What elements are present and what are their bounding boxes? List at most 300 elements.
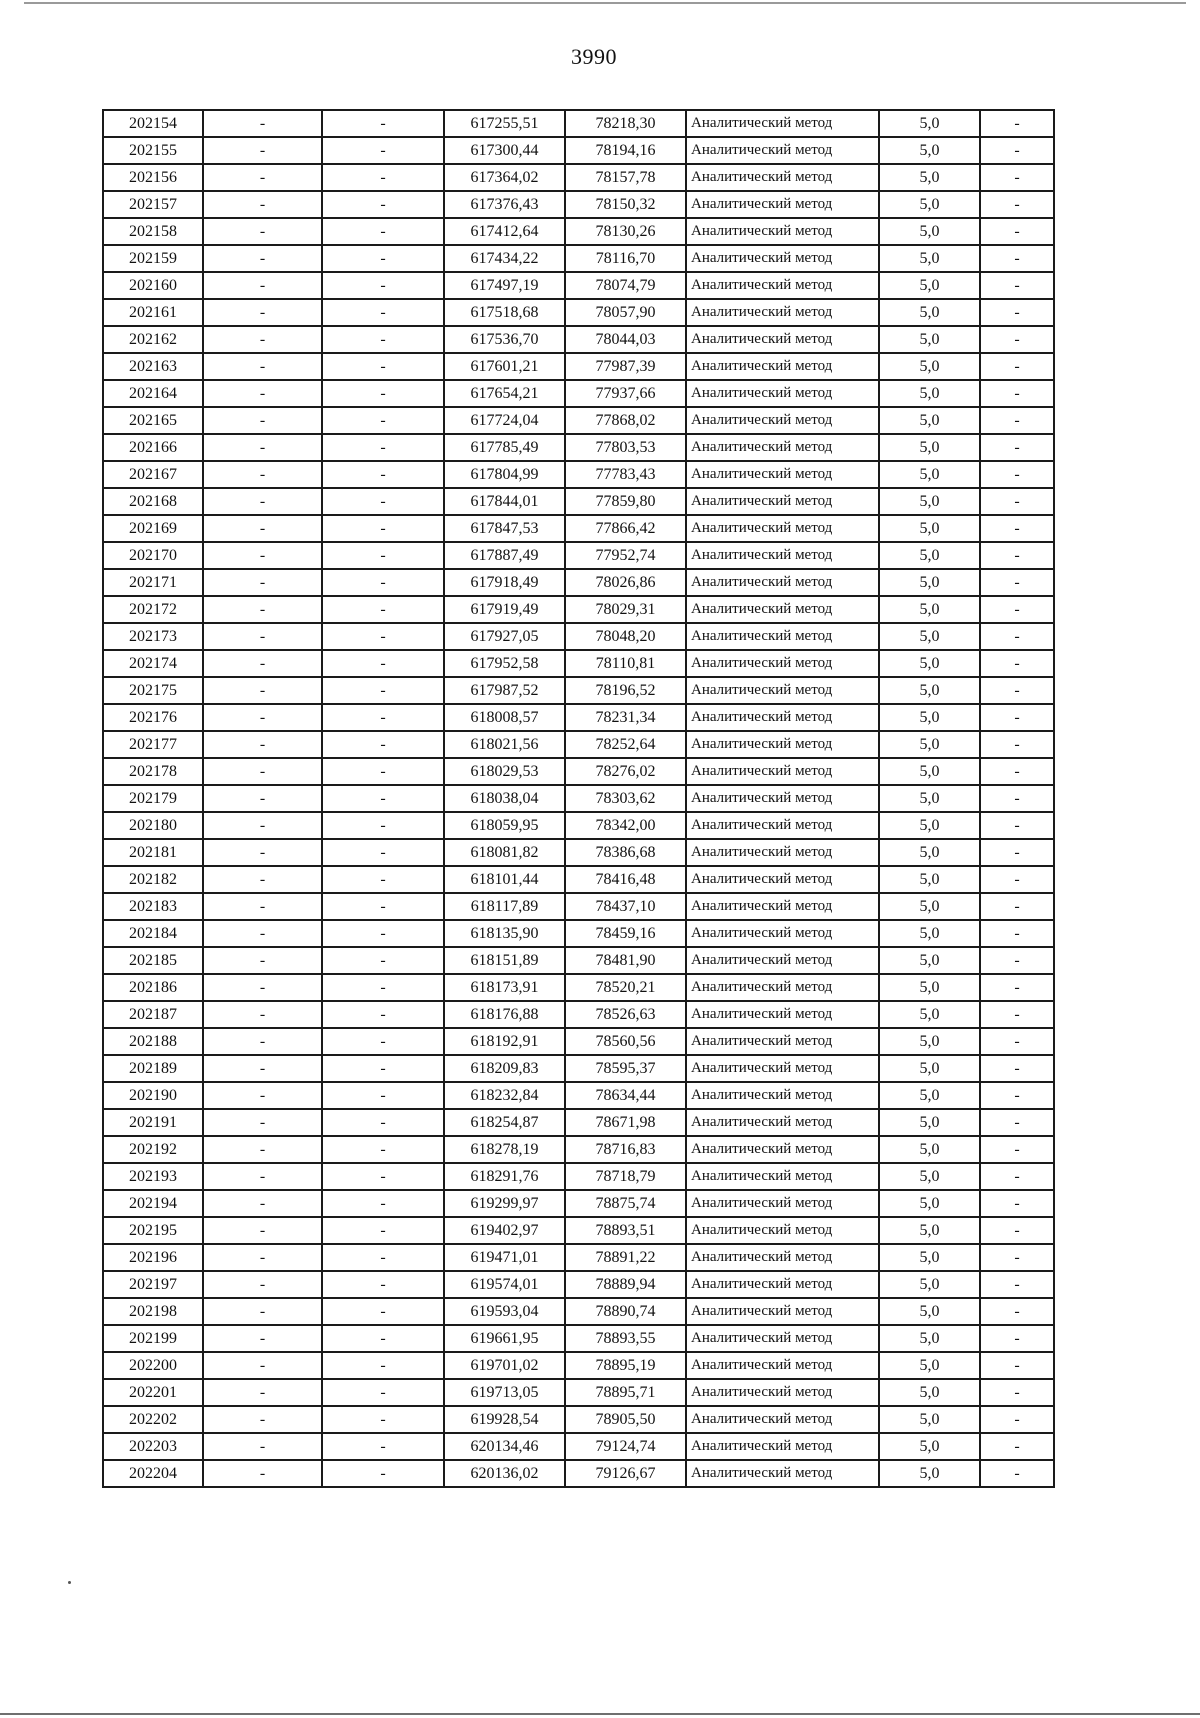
cell-accuracy: 5,0 bbox=[879, 1082, 980, 1109]
cell-coord-x: 617497,19 bbox=[444, 272, 565, 299]
cell-empty-col-a: - bbox=[203, 677, 322, 704]
cell-empty-col-b: - bbox=[322, 1244, 444, 1271]
cell-empty-col-a: - bbox=[203, 1055, 322, 1082]
cell-empty-col-a: - bbox=[203, 812, 322, 839]
cell-coord-y: 78416,48 bbox=[565, 866, 686, 893]
table-row bbox=[103, 1136, 1054, 1163]
cell-accuracy: 5,0 bbox=[879, 164, 980, 191]
scan-edge-top bbox=[24, 2, 1186, 4]
cell-point-number: 202160 bbox=[103, 272, 203, 299]
cell-method: Аналитический метод bbox=[686, 596, 879, 623]
cell-point-number: 202181 bbox=[103, 839, 203, 866]
cell-method: Аналитический метод bbox=[686, 542, 879, 569]
cell-coord-y: 78893,55 bbox=[565, 1325, 686, 1352]
cell-method: Аналитический метод bbox=[686, 1082, 879, 1109]
cell-empty-col-a: - bbox=[203, 569, 322, 596]
cell-coord-x: 618101,44 bbox=[444, 866, 565, 893]
cell-coord-y: 78386,68 bbox=[565, 839, 686, 866]
cell-method: Аналитический метод bbox=[686, 1352, 879, 1379]
cell-method: Аналитический метод bbox=[686, 1271, 879, 1298]
cell-empty-col-c: - bbox=[980, 1055, 1054, 1082]
cell-empty-col-a: - bbox=[203, 947, 322, 974]
cell-empty-col-a: - bbox=[203, 893, 322, 920]
cell-empty-col-b: - bbox=[322, 785, 444, 812]
table-row bbox=[103, 1028, 1054, 1055]
cell-accuracy: 5,0 bbox=[879, 542, 980, 569]
cell-coord-y: 77859,80 bbox=[565, 488, 686, 515]
cell-accuracy: 5,0 bbox=[879, 191, 980, 218]
cell-method: Аналитический метод bbox=[686, 245, 879, 272]
cell-empty-col-c: - bbox=[980, 1433, 1054, 1460]
cell-point-number: 202186 bbox=[103, 974, 203, 1001]
cell-coord-x: 617919,49 bbox=[444, 596, 565, 623]
cell-coord-x: 617724,04 bbox=[444, 407, 565, 434]
cell-coord-x: 620136,02 bbox=[444, 1460, 565, 1487]
table-row bbox=[103, 596, 1054, 623]
cell-coord-y: 78526,63 bbox=[565, 1001, 686, 1028]
cell-empty-col-b: - bbox=[322, 569, 444, 596]
cell-empty-col-c: - bbox=[980, 326, 1054, 353]
cell-coord-y: 78595,37 bbox=[565, 1055, 686, 1082]
cell-coord-y: 78026,86 bbox=[565, 569, 686, 596]
cell-empty-col-b: - bbox=[322, 893, 444, 920]
cell-method: Аналитический метод bbox=[686, 164, 879, 191]
cell-empty-col-c: - bbox=[980, 218, 1054, 245]
cell-empty-col-a: - bbox=[203, 785, 322, 812]
cell-empty-col-b: - bbox=[322, 623, 444, 650]
cell-coord-x: 618192,91 bbox=[444, 1028, 565, 1055]
cell-point-number: 202166 bbox=[103, 434, 203, 461]
cell-empty-col-c: - bbox=[980, 1109, 1054, 1136]
cell-point-number: 202159 bbox=[103, 245, 203, 272]
cell-empty-col-b: - bbox=[322, 812, 444, 839]
cell-accuracy: 5,0 bbox=[879, 1433, 980, 1460]
cell-empty-col-c: - bbox=[980, 1244, 1054, 1271]
cell-accuracy: 5,0 bbox=[879, 758, 980, 785]
cell-empty-col-c: - bbox=[980, 866, 1054, 893]
cell-coord-x: 617536,70 bbox=[444, 326, 565, 353]
cell-empty-col-a: - bbox=[203, 1271, 322, 1298]
cell-point-number: 202182 bbox=[103, 866, 203, 893]
cell-accuracy: 5,0 bbox=[879, 245, 980, 272]
cell-coord-x: 618173,91 bbox=[444, 974, 565, 1001]
table-row bbox=[103, 1325, 1054, 1352]
cell-coord-y: 78130,26 bbox=[565, 218, 686, 245]
cell-accuracy: 5,0 bbox=[879, 1109, 980, 1136]
cell-accuracy: 5,0 bbox=[879, 677, 980, 704]
cell-point-number: 202199 bbox=[103, 1325, 203, 1352]
cell-method: Аналитический метод bbox=[686, 1460, 879, 1487]
cell-accuracy: 5,0 bbox=[879, 461, 980, 488]
cell-method: Аналитический метод bbox=[686, 407, 879, 434]
cell-empty-col-b: - bbox=[322, 1217, 444, 1244]
cell-coord-x: 618038,04 bbox=[444, 785, 565, 812]
cell-accuracy: 5,0 bbox=[879, 515, 980, 542]
cell-empty-col-b: - bbox=[322, 1460, 444, 1487]
cell-coord-y: 78057,90 bbox=[565, 299, 686, 326]
cell-empty-col-a: - bbox=[203, 1217, 322, 1244]
cell-empty-col-c: - bbox=[980, 731, 1054, 758]
table-row bbox=[103, 1406, 1054, 1433]
cell-accuracy: 5,0 bbox=[879, 299, 980, 326]
cell-method: Аналитический метод bbox=[686, 1136, 879, 1163]
cell-empty-col-c: - bbox=[980, 974, 1054, 1001]
cell-coord-y: 78895,19 bbox=[565, 1352, 686, 1379]
cell-method: Аналитический метод bbox=[686, 1406, 879, 1433]
cell-empty-col-a: - bbox=[203, 1190, 322, 1217]
cell-empty-col-b: - bbox=[322, 245, 444, 272]
cell-point-number: 202172 bbox=[103, 596, 203, 623]
cell-empty-col-c: - bbox=[980, 1136, 1054, 1163]
cell-point-number: 202187 bbox=[103, 1001, 203, 1028]
table-row bbox=[103, 191, 1054, 218]
cell-empty-col-a: - bbox=[203, 1163, 322, 1190]
cell-coord-y: 78074,79 bbox=[565, 272, 686, 299]
cell-coord-x: 618059,95 bbox=[444, 812, 565, 839]
cell-method: Аналитический метод bbox=[686, 650, 879, 677]
cell-empty-col-c: - bbox=[980, 488, 1054, 515]
cell-point-number: 202158 bbox=[103, 218, 203, 245]
cell-coord-x: 618232,84 bbox=[444, 1082, 565, 1109]
cell-coord-x: 618117,89 bbox=[444, 893, 565, 920]
cell-method: Аналитический метод bbox=[686, 299, 879, 326]
cell-empty-col-b: - bbox=[322, 191, 444, 218]
cell-empty-col-a: - bbox=[203, 272, 322, 299]
cell-empty-col-c: - bbox=[980, 1298, 1054, 1325]
cell-method: Аналитический метод bbox=[686, 920, 879, 947]
cell-empty-col-b: - bbox=[322, 1001, 444, 1028]
table-row bbox=[103, 515, 1054, 542]
cell-coord-y: 79126,67 bbox=[565, 1460, 686, 1487]
cell-coord-x: 618008,57 bbox=[444, 704, 565, 731]
cell-coord-y: 78437,10 bbox=[565, 893, 686, 920]
cell-coord-x: 618254,87 bbox=[444, 1109, 565, 1136]
cell-empty-col-b: - bbox=[322, 434, 444, 461]
cell-empty-col-b: - bbox=[322, 461, 444, 488]
cell-empty-col-c: - bbox=[980, 677, 1054, 704]
cell-point-number: 202173 bbox=[103, 623, 203, 650]
cell-empty-col-c: - bbox=[980, 1082, 1054, 1109]
cell-empty-col-a: - bbox=[203, 542, 322, 569]
coordinates-table-body bbox=[103, 110, 1054, 1487]
cell-method: Аналитический метод bbox=[686, 1163, 879, 1190]
cell-method: Аналитический метод bbox=[686, 704, 879, 731]
cell-empty-col-b: - bbox=[322, 650, 444, 677]
cell-point-number: 202164 bbox=[103, 380, 203, 407]
cell-empty-col-a: - bbox=[203, 1298, 322, 1325]
cell-accuracy: 5,0 bbox=[879, 596, 980, 623]
cell-coord-x: 619661,95 bbox=[444, 1325, 565, 1352]
cell-method: Аналитический метод bbox=[686, 677, 879, 704]
cell-point-number: 202155 bbox=[103, 137, 203, 164]
cell-empty-col-c: - bbox=[980, 1190, 1054, 1217]
cell-method: Аналитический метод bbox=[686, 1433, 879, 1460]
cell-empty-col-c: - bbox=[980, 947, 1054, 974]
cell-accuracy: 5,0 bbox=[879, 839, 980, 866]
cell-empty-col-a: - bbox=[203, 299, 322, 326]
cell-accuracy: 5,0 bbox=[879, 218, 980, 245]
cell-empty-col-b: - bbox=[322, 1136, 444, 1163]
cell-accuracy: 5,0 bbox=[879, 812, 980, 839]
cell-empty-col-a: - bbox=[203, 1001, 322, 1028]
cell-point-number: 202191 bbox=[103, 1109, 203, 1136]
cell-coord-x: 617987,52 bbox=[444, 677, 565, 704]
cell-accuracy: 5,0 bbox=[879, 1298, 980, 1325]
cell-coord-x: 618081,82 bbox=[444, 839, 565, 866]
table-row bbox=[103, 1163, 1054, 1190]
table-row bbox=[103, 272, 1054, 299]
table-row bbox=[103, 488, 1054, 515]
cell-empty-col-c: - bbox=[980, 1271, 1054, 1298]
cell-empty-col-b: - bbox=[322, 704, 444, 731]
cell-point-number: 202174 bbox=[103, 650, 203, 677]
cell-method: Аналитический метод bbox=[686, 1379, 879, 1406]
cell-coord-y: 78252,64 bbox=[565, 731, 686, 758]
table-row bbox=[103, 731, 1054, 758]
cell-empty-col-b: - bbox=[322, 1433, 444, 1460]
cell-accuracy: 5,0 bbox=[879, 866, 980, 893]
cell-point-number: 202185 bbox=[103, 947, 203, 974]
cell-empty-col-a: - bbox=[203, 920, 322, 947]
cell-method: Аналитический метод bbox=[686, 623, 879, 650]
cell-accuracy: 5,0 bbox=[879, 488, 980, 515]
cell-coord-y: 78218,30 bbox=[565, 110, 686, 137]
cell-point-number: 202178 bbox=[103, 758, 203, 785]
cell-empty-col-c: - bbox=[980, 1352, 1054, 1379]
cell-accuracy: 5,0 bbox=[879, 785, 980, 812]
cell-empty-col-a: - bbox=[203, 1028, 322, 1055]
cell-empty-col-b: - bbox=[322, 1325, 444, 1352]
table-row bbox=[103, 785, 1054, 812]
table-row bbox=[103, 1244, 1054, 1271]
cell-coord-x: 618176,88 bbox=[444, 1001, 565, 1028]
cell-accuracy: 5,0 bbox=[879, 1379, 980, 1406]
cell-empty-col-a: - bbox=[203, 353, 322, 380]
table-row bbox=[103, 569, 1054, 596]
cell-accuracy: 5,0 bbox=[879, 623, 980, 650]
cell-empty-col-c: - bbox=[980, 1325, 1054, 1352]
cell-method: Аналитический метод bbox=[686, 866, 879, 893]
cell-empty-col-b: - bbox=[322, 407, 444, 434]
table-row bbox=[103, 866, 1054, 893]
cell-empty-col-b: - bbox=[322, 353, 444, 380]
page-number: 3990 bbox=[571, 44, 617, 69]
cell-empty-col-c: - bbox=[980, 380, 1054, 407]
cell-empty-col-a: - bbox=[203, 461, 322, 488]
cell-coord-y: 77803,53 bbox=[565, 434, 686, 461]
cell-empty-col-b: - bbox=[322, 1271, 444, 1298]
cell-method: Аналитический метод bbox=[686, 785, 879, 812]
cell-method: Аналитический метод bbox=[686, 191, 879, 218]
cell-coord-x: 619402,97 bbox=[444, 1217, 565, 1244]
cell-accuracy: 5,0 bbox=[879, 1028, 980, 1055]
table-row bbox=[103, 434, 1054, 461]
cell-empty-col-c: - bbox=[980, 920, 1054, 947]
cell-method: Аналитический метод bbox=[686, 1001, 879, 1028]
cell-method: Аналитический метод bbox=[686, 1325, 879, 1352]
cell-accuracy: 5,0 bbox=[879, 947, 980, 974]
cell-empty-col-c: - bbox=[980, 353, 1054, 380]
cell-coord-y: 78276,02 bbox=[565, 758, 686, 785]
cell-empty-col-b: - bbox=[322, 164, 444, 191]
table-row bbox=[103, 974, 1054, 1001]
cell-point-number: 202197 bbox=[103, 1271, 203, 1298]
cell-accuracy: 5,0 bbox=[879, 1190, 980, 1217]
cell-coord-x: 619574,01 bbox=[444, 1271, 565, 1298]
cell-method: Аналитический метод bbox=[686, 1028, 879, 1055]
cell-empty-col-a: - bbox=[203, 191, 322, 218]
cell-coord-y: 78196,52 bbox=[565, 677, 686, 704]
cell-empty-col-b: - bbox=[322, 110, 444, 137]
cell-coord-y: 78718,79 bbox=[565, 1163, 686, 1190]
cell-method: Аналитический метод bbox=[686, 947, 879, 974]
table-row bbox=[103, 164, 1054, 191]
cell-empty-col-c: - bbox=[980, 650, 1054, 677]
table-row bbox=[103, 380, 1054, 407]
cell-empty-col-c: - bbox=[980, 758, 1054, 785]
cell-coord-y: 78634,44 bbox=[565, 1082, 686, 1109]
cell-method: Аналитический метод bbox=[686, 272, 879, 299]
cell-point-number: 202168 bbox=[103, 488, 203, 515]
cell-empty-col-b: - bbox=[322, 299, 444, 326]
cell-empty-col-c: - bbox=[980, 1379, 1054, 1406]
cell-coord-y: 78893,51 bbox=[565, 1217, 686, 1244]
cell-accuracy: 5,0 bbox=[879, 272, 980, 299]
cell-coord-y: 78481,90 bbox=[565, 947, 686, 974]
cell-empty-col-c: - bbox=[980, 137, 1054, 164]
cell-empty-col-c: - bbox=[980, 299, 1054, 326]
cell-empty-col-a: - bbox=[203, 380, 322, 407]
cell-empty-col-b: - bbox=[322, 866, 444, 893]
coordinates-table bbox=[102, 109, 1055, 1488]
table-row bbox=[103, 1001, 1054, 1028]
cell-empty-col-c: - bbox=[980, 245, 1054, 272]
cell-empty-col-c: - bbox=[980, 407, 1054, 434]
cell-empty-col-c: - bbox=[980, 839, 1054, 866]
cell-empty-col-b: - bbox=[322, 1406, 444, 1433]
cell-empty-col-b: - bbox=[322, 1298, 444, 1325]
cell-empty-col-b: - bbox=[322, 974, 444, 1001]
cell-method: Аналитический метод bbox=[686, 137, 879, 164]
table-row bbox=[103, 893, 1054, 920]
cell-empty-col-a: - bbox=[203, 407, 322, 434]
cell-empty-col-c: - bbox=[980, 434, 1054, 461]
cell-empty-col-c: - bbox=[980, 623, 1054, 650]
cell-point-number: 202190 bbox=[103, 1082, 203, 1109]
cell-method: Аналитический метод bbox=[686, 1244, 879, 1271]
cell-coord-y: 78716,83 bbox=[565, 1136, 686, 1163]
table-row bbox=[103, 1190, 1054, 1217]
cell-point-number: 202184 bbox=[103, 920, 203, 947]
cell-point-number: 202192 bbox=[103, 1136, 203, 1163]
cell-empty-col-a: - bbox=[203, 1406, 322, 1433]
cell-empty-col-b: - bbox=[322, 380, 444, 407]
cell-coord-y: 78116,70 bbox=[565, 245, 686, 272]
table-row bbox=[103, 947, 1054, 974]
cell-point-number: 202157 bbox=[103, 191, 203, 218]
cell-point-number: 202204 bbox=[103, 1460, 203, 1487]
cell-coord-x: 617300,44 bbox=[444, 137, 565, 164]
cell-coord-x: 617376,43 bbox=[444, 191, 565, 218]
cell-accuracy: 5,0 bbox=[879, 650, 980, 677]
cell-point-number: 202183 bbox=[103, 893, 203, 920]
cell-coord-x: 619713,05 bbox=[444, 1379, 565, 1406]
cell-point-number: 202169 bbox=[103, 515, 203, 542]
cell-empty-col-c: - bbox=[980, 1406, 1054, 1433]
cell-accuracy: 5,0 bbox=[879, 1325, 980, 1352]
cell-empty-col-a: - bbox=[203, 1109, 322, 1136]
cell-point-number: 202188 bbox=[103, 1028, 203, 1055]
cell-empty-col-b: - bbox=[322, 326, 444, 353]
cell-empty-col-b: - bbox=[322, 1352, 444, 1379]
cell-method: Аналитический метод bbox=[686, 569, 879, 596]
cell-empty-col-a: - bbox=[203, 488, 322, 515]
cell-point-number: 202176 bbox=[103, 704, 203, 731]
cell-empty-col-a: - bbox=[203, 623, 322, 650]
cell-coord-x: 618135,90 bbox=[444, 920, 565, 947]
cell-empty-col-a: - bbox=[203, 1136, 322, 1163]
cell-coord-x: 617434,22 bbox=[444, 245, 565, 272]
table-row bbox=[103, 704, 1054, 731]
cell-coord-y: 78875,74 bbox=[565, 1190, 686, 1217]
cell-point-number: 202177 bbox=[103, 731, 203, 758]
cell-coord-y: 77783,43 bbox=[565, 461, 686, 488]
cell-empty-col-c: - bbox=[980, 569, 1054, 596]
cell-empty-col-a: - bbox=[203, 974, 322, 1001]
cell-empty-col-c: - bbox=[980, 515, 1054, 542]
cell-coord-y: 78194,16 bbox=[565, 137, 686, 164]
table-row bbox=[103, 812, 1054, 839]
cell-coord-x: 618291,76 bbox=[444, 1163, 565, 1190]
cell-empty-col-b: - bbox=[322, 488, 444, 515]
scan-edge-bottom bbox=[0, 1713, 1200, 1715]
table-row bbox=[103, 299, 1054, 326]
cell-empty-col-a: - bbox=[203, 110, 322, 137]
cell-empty-col-b: - bbox=[322, 1109, 444, 1136]
cell-point-number: 202170 bbox=[103, 542, 203, 569]
table-row bbox=[103, 1109, 1054, 1136]
table-row bbox=[103, 1352, 1054, 1379]
table-row bbox=[103, 137, 1054, 164]
cell-empty-col-c: - bbox=[980, 272, 1054, 299]
cell-empty-col-a: - bbox=[203, 137, 322, 164]
scan-speck bbox=[68, 1581, 71, 1584]
cell-empty-col-a: - bbox=[203, 650, 322, 677]
cell-empty-col-b: - bbox=[322, 1190, 444, 1217]
cell-empty-col-c: - bbox=[980, 596, 1054, 623]
cell-coord-x: 618021,56 bbox=[444, 731, 565, 758]
cell-coord-x: 619471,01 bbox=[444, 1244, 565, 1271]
cell-empty-col-a: - bbox=[203, 1325, 322, 1352]
cell-point-number: 202200 bbox=[103, 1352, 203, 1379]
table-row bbox=[103, 1460, 1054, 1487]
cell-accuracy: 5,0 bbox=[879, 704, 980, 731]
cell-coord-y: 78303,62 bbox=[565, 785, 686, 812]
cell-accuracy: 5,0 bbox=[879, 326, 980, 353]
table-row bbox=[103, 245, 1054, 272]
cell-coord-y: 77937,66 bbox=[565, 380, 686, 407]
cell-accuracy: 5,0 bbox=[879, 1136, 980, 1163]
cell-coord-x: 617364,02 bbox=[444, 164, 565, 191]
cell-empty-col-b: - bbox=[322, 596, 444, 623]
cell-empty-col-a: - bbox=[203, 839, 322, 866]
cell-point-number: 202163 bbox=[103, 353, 203, 380]
cell-coord-y: 78560,56 bbox=[565, 1028, 686, 1055]
cell-accuracy: 5,0 bbox=[879, 407, 980, 434]
table-row bbox=[103, 1379, 1054, 1406]
cell-accuracy: 5,0 bbox=[879, 1352, 980, 1379]
table-row bbox=[103, 1082, 1054, 1109]
